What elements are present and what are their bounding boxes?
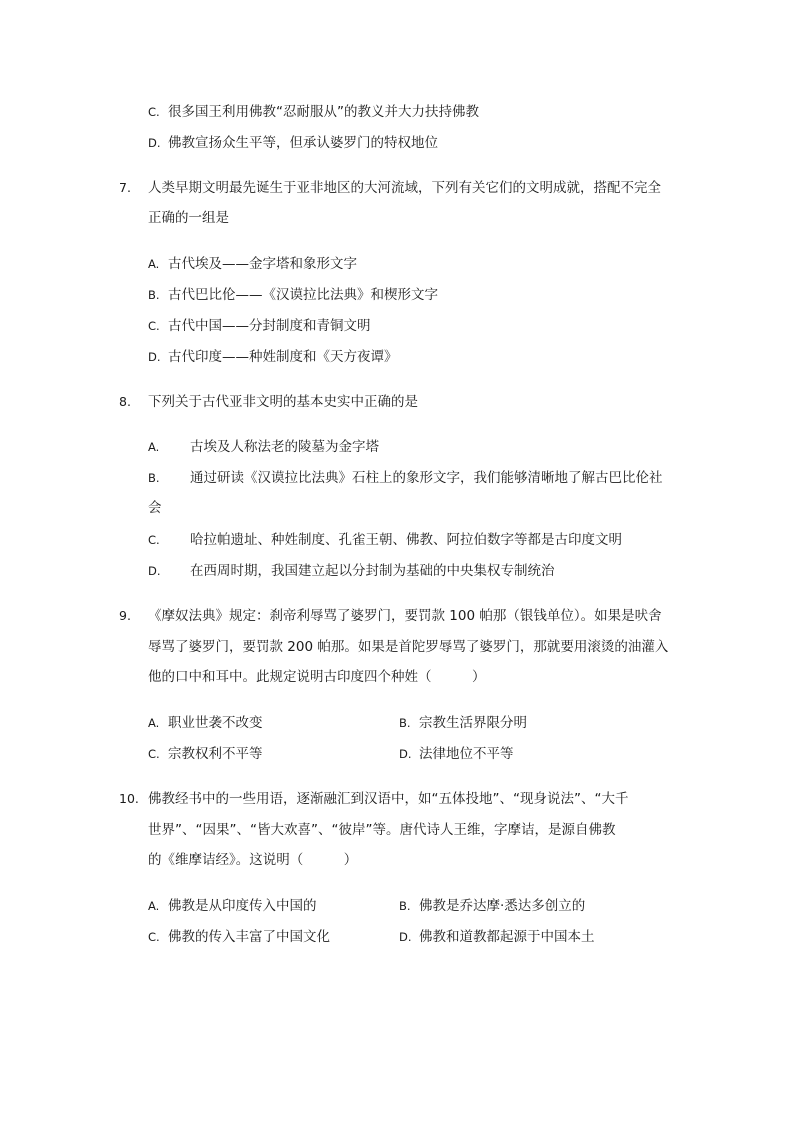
q10-option-b-text: 佛教是乔达摩·悉达多创立的 [419,898,586,914]
q7-stem-line1: 人类早期文明最先诞生于亚非地区的大河流域，下列有关它们的文明成就，搭配不完全 [148,180,661,196]
q10-option-c-label: C. [148,930,160,944]
q8-option-b-label: B. [148,471,160,485]
q8-option-c-label: C. [148,533,160,547]
q8-option-d-text: 在西周时期，我国建立起以分封制为基础的中央集权专制统治 [190,563,555,579]
q7-option-d-text: 古代印度——种姓制度和《天方夜谭》 [168,349,398,365]
q9-option-a-text: 职业世袭不改变 [168,715,263,731]
q7-option-b-text: 古代巴比伦——《汉谟拉比法典》和楔形文字 [168,287,438,303]
q10-stem-line2: 世界”、“因果”、“皆大欢喜”、“彼岸”等。唐代诗人王维，字摩诘，是源自佛教 [148,822,616,838]
q10-option-a-label: A. [148,899,160,913]
q7-number: 7. [119,180,131,195]
q9-option-d-text: 法律地位不平等 [419,746,514,762]
q7-option-c-label: C. [148,319,160,333]
q9-option-b-label: B. [399,716,411,730]
q9-option-a-label: A. [148,716,160,730]
q10-option-d-label: D. [399,930,412,944]
q10-option-b-label: B. [399,899,411,913]
q9-option-d-label: D. [399,747,412,761]
q7-option-d-label: D. [148,350,161,364]
q10-option-d-text: 佛教和道教都起源于中国本土 [419,929,595,945]
q8-option-b-text-line2: 会 [148,500,162,516]
q6-option-d-label: D. [148,136,161,150]
q6-option-c-text: 很多国王利用佛教“忍耐服从”的教义并大力扶持佛教 [168,104,479,120]
q8-option-b-text-line1: 通过研读《汉谟拉比法典》石柱上的象形文字，我们能够清晰地了解古巴比伦社 [190,470,663,486]
q8-number: 8. [119,394,131,409]
q7-option-c-text: 古代中国——分封制度和青铜文明 [168,318,371,334]
q10-option-a-text: 佛教是从印度传入中国的 [168,898,317,914]
q10-stem-line1: 佛教经书中的一些用语，逐渐融汇到汉语中，如“五体投地”、“现身说法”、“大千 [148,791,629,807]
q7-option-b-label: B. [148,288,160,302]
q9-option-b-text: 宗教生活界限分明 [419,715,527,731]
q8-stem: 下列关于古代亚非文明的基本史实中正确的是 [148,394,418,410]
q7-stem-line2: 正确的一组是 [148,210,229,226]
q8-option-d-label: D. [148,564,161,578]
q9-stem-line3: 他的口中和耳中。此规定说明古印度四个种姓（ ） [148,669,486,685]
q9-number: 9. [119,608,131,623]
q8-option-c-text: 哈拉帕遗址、种姓制度、孔雀王朝、佛教、阿拉伯数字等都是古印度文明 [190,532,622,548]
q9-stem-line2: 辱骂了婆罗门，要罚款 200 帕那。如果是首陀罗辱骂了婆罗门，那就要用滚烫的油灌入 [148,639,669,655]
q10-number: 10. [119,791,139,806]
q7-option-a-label: A. [148,257,160,271]
q10-option-c-text: 佛教的传入丰富了中国文化 [168,929,330,945]
q10-stem-line3: 的《维摩诘经》。这说明（ ） [148,852,358,868]
q9-stem-line1: 《摩奴法典》规定：刹帝利辱骂了婆罗门，要罚款 100 帕那（银钱单位）。如果是吠舍 [148,608,662,624]
q6-option-c-label: C. [148,105,160,119]
q8-option-a-text: 古埃及人称法老的陵墓为金字塔 [190,439,379,455]
q9-option-c-label: C. [148,747,160,761]
q9-option-c-text: 宗教权利不平等 [168,746,263,762]
q8-option-a-label: A. [148,440,160,454]
q7-option-a-text: 古代埃及——金字塔和象形文字 [168,256,357,272]
q6-option-d-text: 佛教宣扬众生平等，但承认婆罗门的特权地位 [168,135,438,151]
